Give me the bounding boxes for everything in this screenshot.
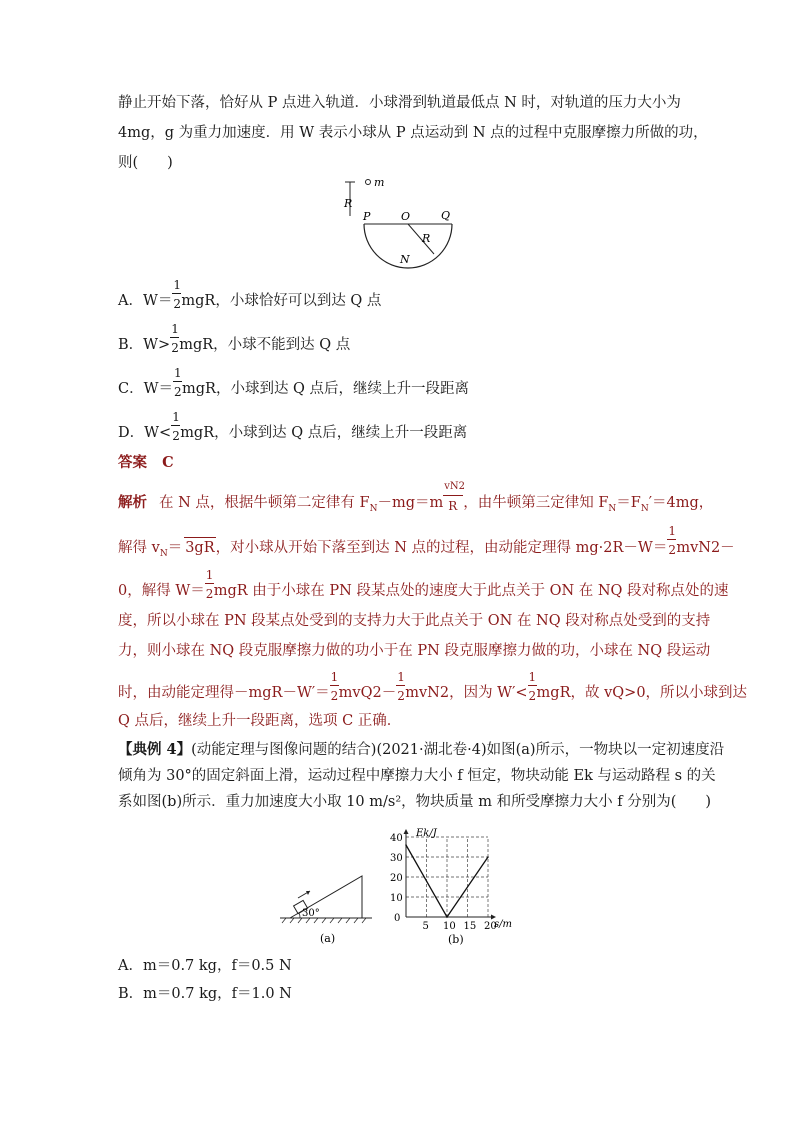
option-a-prefix: A．W＝ [118,293,173,309]
point-N-label: N [400,253,410,266]
solution-frac-half-5: $\frac{1}{2}$ [528,670,537,703]
x-tick-10: 10 [443,921,456,932]
answer-label: 答案 [118,454,147,471]
option-a [118,278,382,311]
solution-line-3: 0，解得 W＝ $\frac{1}{2}$ mgR 由于小球在 PN 段某点处的速度大于此点关于 ON 在 NQ 段对称点处的速 [118,568,729,601]
chart-axes [404,829,497,920]
semicircle-track-figure [330,172,460,272]
problem-line-3: 则( ) [118,155,173,171]
option-a-text: mgR，小球恰好可以到达 Q 点 [181,293,382,309]
option-d-text: mgR，小球到达 Q 点后，继续上升一段距离 [180,425,468,441]
y-axis-arrow [404,829,409,834]
option-c-text: mgR，小球到达 Q 点后，继续上升一段距离 [182,381,470,397]
option-b-text: mgR，小球不能到达 Q 点 [179,337,351,353]
y-axis-label: Ek/J [416,828,437,839]
solution-line-6: 时，由动能定理得－mgR－W′＝ $\frac{1}{2}$ mvQ2－ $\frac{1}{2}$ mvN2，因为 W′< $\frac{1}{2}$ mgR，故 vQ>0，所以小球到达 [118,670,748,703]
x-tick-15: 15 [463,921,477,932]
y-tick-40: 40 [390,833,403,844]
answer-value: C [162,454,174,471]
figure-b-caption: (b) [448,933,464,946]
ek-s-chart [378,826,528,950]
solution-frac-half-2: $\frac{1}{2}$ [205,568,214,601]
option-b-fraction: $\frac{1}{2}$ [171,322,179,355]
y-tick-10: 10 [390,893,403,904]
solution-line-2: 解得 $v_N= 3gR$，对小球从开始下落至到达 N 点的过程，由动能定理得 mg·2R－W＝ $\frac{1}{2}$ mvN2－ [118,524,735,559]
solution-frac-half-3: $\frac{1}{2}$ [330,670,339,703]
height-label: R [344,197,353,210]
point-O-label: O [401,210,411,223]
radius-label: R [422,232,431,245]
solution-label: 解析 [118,494,147,511]
example-option-b: B．m＝0.7 kg，f＝1.0 N [118,986,292,1002]
option-d [118,410,468,443]
example-line-2: 倾角为 30°的固定斜面上滑，运动过程中摩擦力大小 f 恒定，物块动能 Ek 与运动路程 s 的关 [118,768,716,784]
data-point-0-2 [487,856,489,858]
answer-row [118,453,174,473]
x-tick-20: 20 [484,921,497,932]
option-c [118,366,470,399]
mass-label: m [374,176,385,189]
option-b [118,322,351,355]
sqrt-3gR: 3gR [184,537,215,558]
option-d-prefix: D．W< [118,425,172,441]
data-point-0-1 [446,916,448,918]
problem-line-1: 静止开始下落，恰好从 P 点进入轨道．小球滑到轨道最低点 N 时，对轨道的压力大小为 [118,95,681,111]
option-b-prefix: B．W> [118,337,171,353]
incline-figure [276,860,376,950]
incline-angle-label: 30° [302,908,320,919]
example-line-3: 系如图(b)所示．重力加速度大小取 10 m/s²，物块质量 m 和所受摩擦力大小 f 分别为( ) [118,794,712,810]
example-option-a: A．m＝0.7 kg，f＝0.5 N [118,958,292,974]
example-line-1: 【典例 4】(动能定理与图像问题的结合)(2021·湖北卷·4)如图(a)所示，一物块以一定初速度沿 [118,741,725,758]
option-c-prefix: C．W＝ [118,381,173,397]
origin-label: 0 [394,913,401,924]
solution-frac-half-4: $\frac{1}{2}$ [397,670,405,703]
data-point-0-0 [405,844,407,846]
option-d-fraction: $\frac{1}{2}$ [172,410,180,443]
solution-line-7: Q 点后，继续上升一段距离，选项 C 正确． [118,713,402,729]
solution-frac-half-1: $\frac{1}{2}$ [668,524,676,557]
figure-a-caption: (a) [320,932,336,945]
solution-line-1: 解析 在 N 点，根据牛顿第二定律有 $F_N-mg=m$ $\frac{vN2}{R}$ ，由牛顿第三定律知 $F_N=F_N'=4mg$， [118,481,714,514]
y-tick-30: 30 [390,853,403,864]
point-Q-label: Q [441,209,451,222]
x-axis-label: s/m [494,919,512,930]
solution-frac-v2-over-R: $\frac{vN2}{R}$ [444,481,465,513]
point-P-label: P [363,210,371,223]
x-tick-5: 5 [422,921,429,932]
y-tick-20: 20 [390,873,403,884]
chart-grid [406,837,488,917]
solution-line-4: 度，所以小球在 PN 段某点处受到的支持力大于此点关于 ON 在 NQ 段对称点处受到的支持 [118,613,711,629]
example-tag: 【典例 4】 [118,741,192,758]
option-a-fraction: $\frac{1}{2}$ [173,278,182,311]
problem-line-2: 4mg，g 为重力加速度．用 W 表示小球从 P 点运动到 N 点的过程中克服摩擦力所做的功， [118,125,708,141]
solution-line-5: 力，则小球在 NQ 段克服摩擦力做的功小于在 PN 段克服摩擦力做的功，小球在 NQ 段运动 [118,643,711,659]
option-c-fraction: $\frac{1}{2}$ [174,366,182,399]
